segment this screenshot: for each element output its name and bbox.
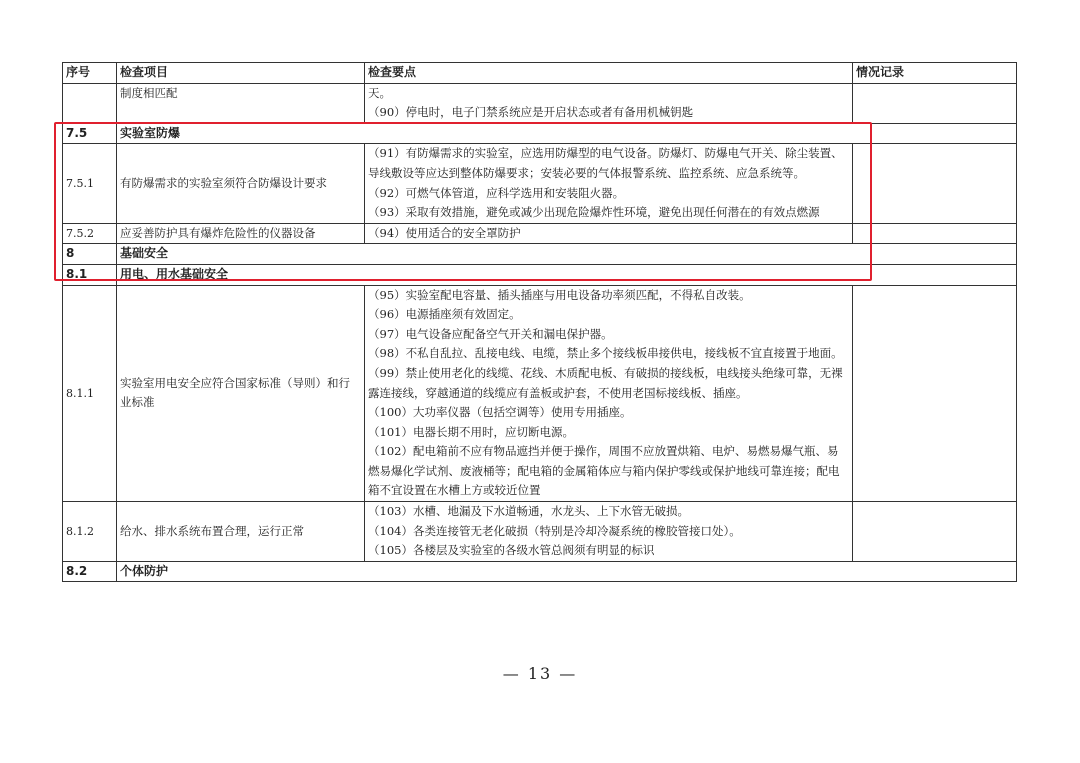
point-text: （97）电气设备应配备空气开关和漏电保护器。	[368, 326, 613, 341]
section-title: 基础安全	[117, 244, 1017, 265]
table-row-8-1-1	[63, 285, 1017, 502]
row-record-cell	[853, 144, 1017, 223]
section-title: 用电、用水基础安全	[117, 264, 1017, 285]
section-row-7-5	[63, 123, 1017, 144]
row-record-cell	[853, 285, 1017, 502]
point-text: （98）不私自乱拉、乱接电线、电缆，禁止多个接线板串接供电，接线板不宜直接置于地面。	[368, 346, 843, 361]
header-inspection-item: 检查项目	[117, 63, 365, 84]
table-row-7-5-2	[63, 223, 1017, 244]
section-number: 7.5	[63, 123, 117, 144]
section-row-8-1	[63, 264, 1017, 285]
page-number: — 13 —	[502, 664, 578, 683]
row-record-cell	[853, 83, 1017, 123]
row-record-cell	[853, 502, 1017, 562]
table-header-row	[63, 63, 1017, 84]
point-text: （99）禁止使用老化的线缆、花线、木质配电板、有破损的接线板，电线接头绝缘可靠，无裸露连接线，穿越通道的线缆应有盖板或护套，不使用老国标接线板、插座。	[368, 365, 843, 400]
point-text: （95）实验室配电容量、插头插座与用电设备功率须匹配，不得私自改装。	[368, 287, 751, 302]
row-points-cell	[365, 144, 853, 223]
row-item-cell: 应妥善防护具有爆炸危险性的仪器设备	[117, 223, 365, 244]
row-item-cell: 制度相匹配	[117, 83, 365, 123]
point-text: （96）电源插座须有效固定。	[368, 307, 521, 322]
row-serial-cell: 8.1.2	[63, 502, 117, 562]
row-serial-cell: 7.5.1	[63, 144, 117, 223]
row-item-cell: 给水、排水系统布置合理，运行正常	[117, 502, 365, 562]
header-inspection-points: 检查要点	[365, 63, 853, 84]
point-text: （102）配电箱前不应有物品遮挡并便于操作，周围不应放置烘箱、电炉、易燃易爆气瓶、易燃易爆化学试剂、废液桶等；配电箱的金属箱体应与箱内保护零线或保护地线可靠连接；配电箱不宜设置在水槽上方或较近位置	[368, 444, 840, 498]
row-record-cell	[853, 223, 1017, 244]
section-number: 8	[63, 244, 117, 265]
row-points-cell	[365, 223, 853, 244]
row-item-cell: 有防爆需求的实验室须符合防爆设计要求	[117, 144, 365, 223]
point-text: （103）水槽、地漏及下水道畅通，水龙头、上下水管无破损。	[368, 504, 689, 519]
section-row-8-2	[63, 561, 1017, 582]
section-title: 实验室防爆	[117, 123, 1017, 144]
point-text: （100）大功率仪器（包括空调等）使用专用插座。	[368, 405, 632, 420]
row-points-cell	[365, 83, 853, 123]
section-number: 8.2	[63, 561, 117, 582]
point-text: （105）各楼层及实验室的各级水管总阀须有明显的标识	[368, 543, 655, 558]
point-text: （92）可燃气体管道，应科学选用和安装阻火器。	[368, 185, 625, 200]
header-record: 情况记录	[853, 63, 1017, 84]
table-row-7-5-1	[63, 144, 1017, 223]
row-serial-cell	[63, 83, 117, 123]
row-serial-cell: 8.1.1	[63, 285, 117, 502]
point-text: （101）电器长期不用时，应切断电源。	[368, 424, 574, 439]
section-number: 8.1	[63, 264, 117, 285]
point-text: （93）采取有效措施，避免或减少出现危险爆炸性环境，避免出现任何潜在的有效点燃源	[368, 205, 820, 220]
table-row-carryover	[63, 83, 1017, 123]
row-points-cell	[365, 285, 853, 502]
row-serial-cell: 7.5.2	[63, 223, 117, 244]
point-text: （90）停电时，电子门禁系统应是开启状态或者有备用机械钥匙	[368, 105, 694, 120]
section-row-8	[63, 244, 1017, 265]
table-row-8-1-2	[63, 502, 1017, 562]
row-item-cell: 实验室用电安全应符合国家标准（导则）和行业标准	[117, 285, 365, 502]
point-text: （94）使用适合的安全罩防护	[368, 225, 521, 240]
header-serial-number: 序号	[63, 63, 117, 84]
point-text: （91）有防爆需求的实验室，应选用防爆型的电气设备。防爆灯、防爆电气开关、除尘装置、导线敷设等应达到整体防爆要求；安装必要的气体报警系统、监控系统、应急系统等。	[368, 146, 843, 180]
point-text: （104）各类连接管无老化破损（特别是冷却冷凝系统的橡胶管接口处）。	[368, 523, 741, 538]
section-title: 个体防护	[117, 561, 1017, 582]
row-points-cell	[365, 502, 853, 562]
inspection-table	[62, 62, 1017, 582]
point-text: 天。	[368, 85, 391, 100]
